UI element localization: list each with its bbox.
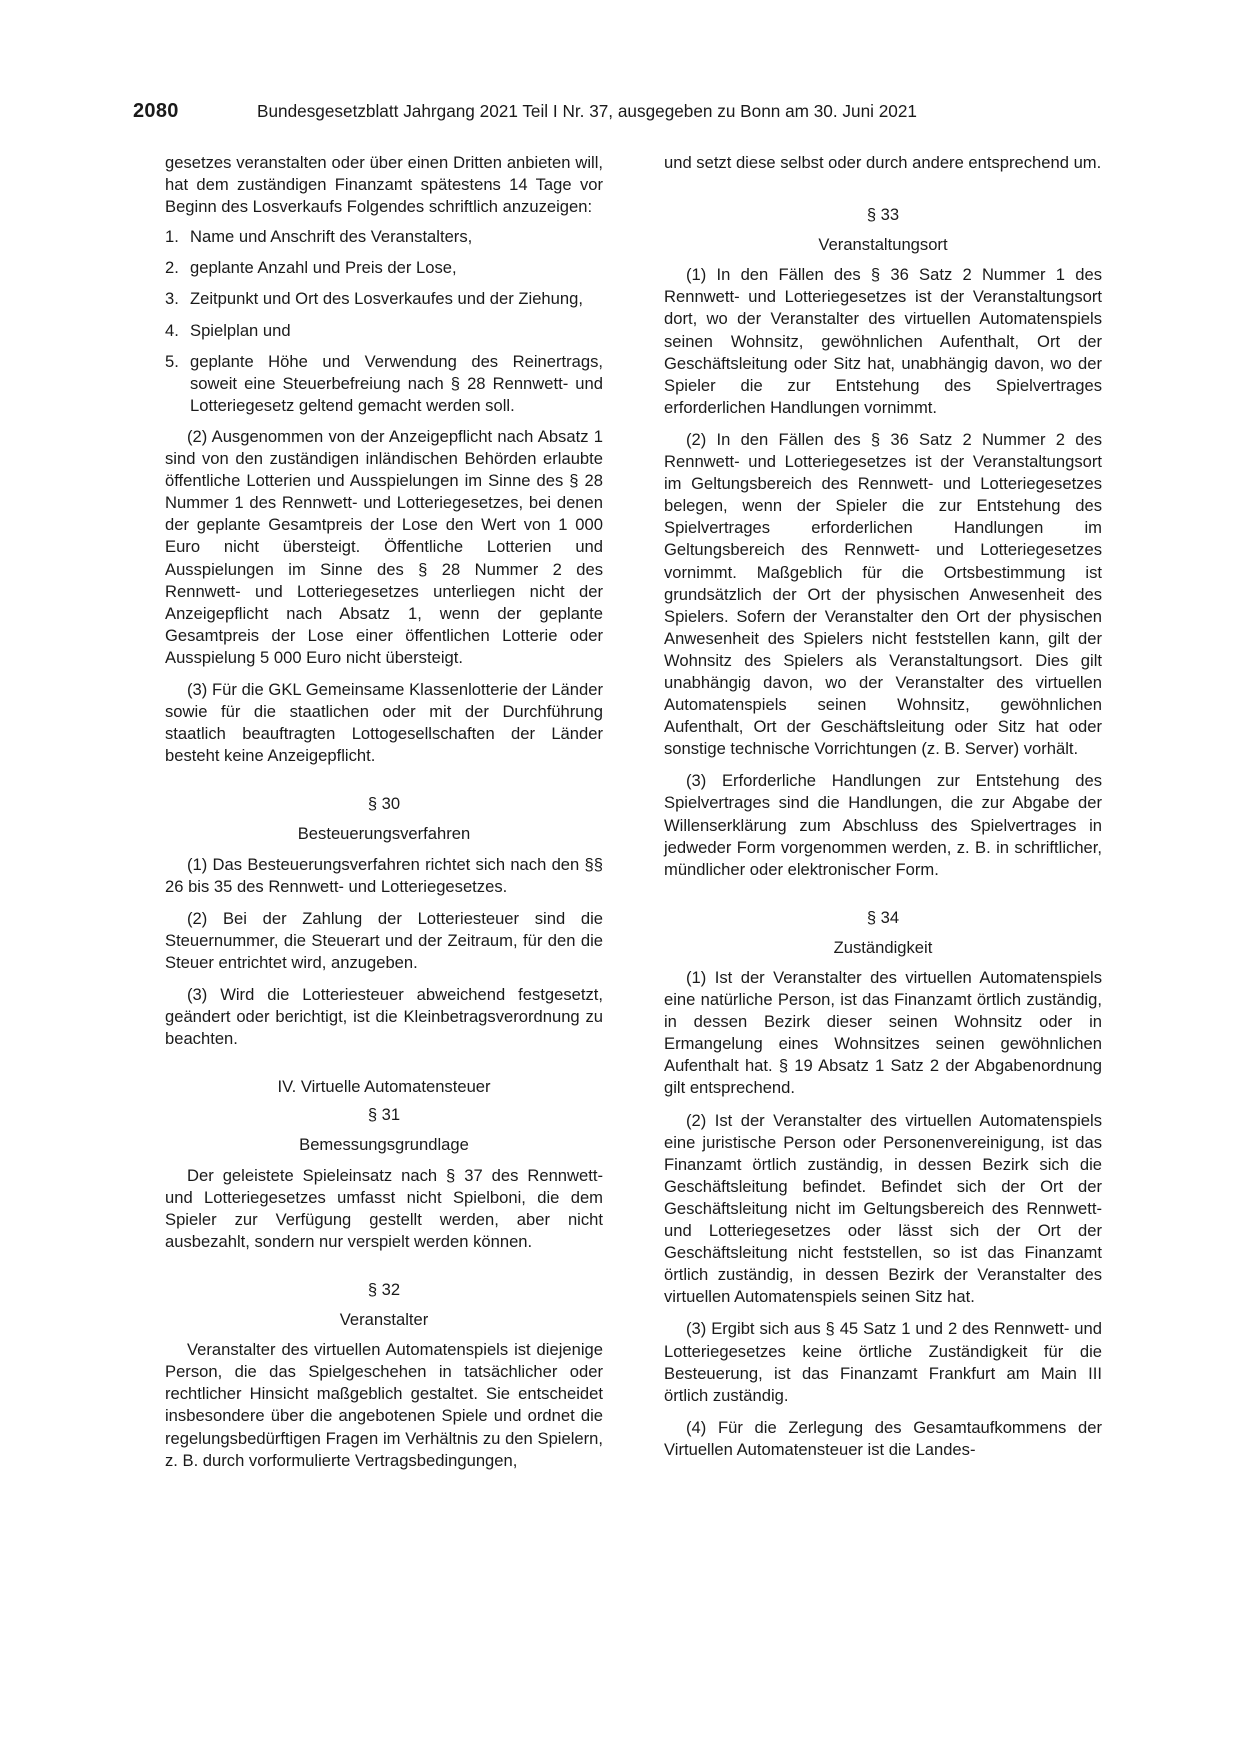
list-item: 5. geplante Höhe und Verwendung des Reinertrags, soweit eine Steuerbefreiung nach § 28 Rennwett- und Lotteriegesetz geltend gemacht werden soll. — [165, 351, 603, 415]
paragraph-29-2: (2) Ausgenommen von der Anzeigepflicht nach Absatz 1 sind von den zuständigen inländischen Behörden erlaubte öffentliche Lotterien und Ausspielungen im Sinne des § 28 Nummer 1 des Rennwett- und Lotteriegesetzes, bei denen der geplante Gesamtpreis der Lose den Wert von 1 000 Euro nicht übersteigt. Öffentliche Lotterien und Ausspielungen im Sinne des § 28 Nummer 2 des Rennwett- und Lotteriegesetzes unterliegen nicht der Anzeigepflicht nach Absatz 1, wenn der geplante Gesamtpreis der Lose einer öffentlichen Lotterie oder Ausspielung 5 000 Euro nicht übersteigt. — [165, 426, 603, 667]
page-number: 2080 — [133, 100, 179, 122]
section-33-number: § 33 — [866, 205, 900, 225]
paragraph-29-1-continuation: gesetzes veranstalten oder über einen Dritten anbieten will, hat dem zuständigen Finanzamt spätestens 14 Tage vor Beginn des Losverkaufs Folgendes schriftlich anzuzeigen: — [165, 153, 603, 217]
list-item: 1. Name und Anschrift des Veranstalters, — [165, 227, 473, 247]
paragraph-30-2: (2) Bei der Zahlung der Lotteriesteuer sind die Steuernummer, die Steuerart und der Zeitraum, für den die Steuer entrichtet wird, anzugeben. — [165, 908, 603, 972]
notification-items-list — [165, 226, 603, 417]
section-31-number: § 31 — [367, 1105, 401, 1125]
section-32-title: Veranstalter — [339, 1310, 429, 1330]
page-header — [133, 100, 1108, 126]
paragraph-30-3: (3) Wird die Lotteriesteuer abweichend festgesetzt, geändert oder berichtigt, ist die Kleinbetragsverordnung zu beachten. — [165, 985, 603, 1049]
paragraph-34-1: (1) Ist der Veranstalter des virtuellen Automatenspiels eine natürliche Person, ist das Finanzamt örtlich zuständig, in dessen Bezirk dieser seinen Wohnsitz oder in Ermangelung eines Wohnsitzes seinen gewöhnlichen Aufenthalt hat. § 19 Absatz 1 Satz 2 der Abgabenordnung gilt entsprechend. — [664, 968, 1102, 1098]
list-item: 2. geplante Anzahl und Preis der Lose, — [165, 258, 457, 278]
list-item: 4. Spielplan und — [165, 320, 291, 340]
paragraph-31: Der geleistete Spieleinsatz nach § 37 des Rennwett- und Lotteriegesetzes umfasst nicht Spielboni, die dem Spieler zur Verfügung gestellt werden, aber nicht ausbezahlt, sondern nur verspielt werden können. — [165, 1165, 603, 1251]
gazette-header-title: Bundesgesetzblatt Jahrgang 2021 Teil I Nr. 37, ausgegeben zu Bonn am 30. Juni 2021 — [257, 101, 917, 121]
paragraph-32-continuation: und setzt diese selbst oder durch andere entsprechend um. — [664, 153, 1102, 172]
section-30-title: Besteuerungsverfahren — [297, 824, 471, 844]
paragraph-33-1: (1) In den Fällen des § 36 Satz 2 Nummer 1 des Rennwett- und Lotteriegesetzes ist der Veranstaltungsort dort, wo der Veranstalter des virtuellen Automatenspiels seinen Wohnsitz, gewöhnlichen Aufenthalt, Ort der Geschäftsleitung oder Sitz hat, unabhängig davon, wo der Spieler die zur Entstehung des Spielvertrages erforderlichen Handlungen vornimmt. — [664, 265, 1102, 417]
paragraph-30-1: (1) Das Besteuerungsverfahren richtet sich nach den §§ 26 bis 35 des Rennwett- und Lotteriegesetzes. — [165, 854, 603, 896]
right-column — [664, 152, 1102, 1461]
paragraph-34-4: (4) Für die Zerlegung des Gesamtaufkommens der Virtuellen Automatensteuer ist die Landes- — [664, 1417, 1102, 1459]
section-30-number: § 30 — [367, 794, 401, 814]
part-iv-title: IV. Virtuelle Automatensteuer — [277, 1077, 491, 1097]
section-34-title: Zuständigkeit — [833, 937, 933, 957]
paragraph-33-2: (2) In den Fällen des § 36 Satz 2 Nummer 2 des Rennwett- und Lotteriegesetzes ist der Veranstaltungsort im Geltungsbereich des Rennwett- und Lotteriegesetzes belegen, wenn der Spieler die zur Entstehung des Spielvertrages erforderlichen Handlungen im Geltungsbereich des Rennwett- und Lotteriegesetzes vornimmt. Maßgeblich für die Ortsbestimmung ist grundsätzlich der Ort der physischen Anwesenheit des Spielers. Sofern der Veranstalter den Ort der physischen Anwesenheit des Spielers nicht feststellen kann, gilt der Wohnsitz des Spielers als Veranstaltungsort. Dies gilt unabhängig davon, wo der Veranstalter des virtuellen Automatenspiels seinen Wohnsitz, gewöhnlichen Aufenthalt, Ort der Geschäftsleitung oder Sitz hat oder sonstige technische Vorrichtungen (z. B. Server) vorhält. — [664, 429, 1102, 759]
section-33-title: Veranstaltungsort — [818, 235, 948, 255]
paragraph-32: Veranstalter des virtuellen Automatenspiels ist diejenige Person, die das Spielgeschehen in tatsächlicher oder rechtlicher Hinsicht maßgeblich gestaltet. Sie entscheidet insbesondere über die angebotenen Spiele und ordnet die regelungsbedürftigen Fragen im Verhältnis zu den Spielern, z. B. durch vorformulierte Vertragsbedingungen, — [165, 1340, 603, 1470]
paragraph-34-2: (2) Ist der Veranstalter des virtuellen Automatenspiels eine juristische Person oder Personenvereinigung, ist das Finanzamt örtlich zuständig, in dessen Bezirk sich die Geschäftsleitung befindet. Befindet sich der Ort der Geschäftsleitung nicht im Geltungsbereich des Rennwett- und Lotteriegesetzes oder lässt sich der Ort der Geschäftsleitung nicht feststellen, so ist das Finanzamt örtlich zuständig, in dessen Bezirk der Veranstalter des virtuellen Automatenspiels seinen Sitz hat. — [664, 1110, 1102, 1307]
section-34-number: § 34 — [866, 907, 900, 927]
left-column — [165, 152, 603, 1472]
list-item: 3. Zeitpunkt und Ort des Losverkaufes und der Ziehung, — [165, 289, 583, 309]
section-32-number: § 32 — [367, 1279, 401, 1299]
paragraph-33-3: (3) Erforderliche Handlungen zur Entstehung des Spielvertrages sind die Handlungen, die zur Abgabe der Willenserklärung zum Abschluss des Spielvertrages in jedweder Form vorgenommen werden, z. B. in schriftlicher, mündlicher oder elektronischer Form. — [664, 771, 1102, 879]
paragraph-29-3: (3) Für die GKL Gemeinsame Klassenlotterie der Länder sowie für die staatlichen oder mit der Durchführung staatlich beauftragten Lottogesellschaften der Länder besteht keine Anzeigepflicht. — [165, 679, 603, 766]
paragraph-34-3: (3) Ergibt sich aus § 45 Satz 1 und 2 des Rennwett- und Lotteriegesetzes keine örtliche Zuständigkeit für die Besteuerung, ist das Finanzamt Frankfurt am Main III örtlich zuständig. — [664, 1319, 1102, 1405]
section-31-title: Bemessungsgrundlage — [299, 1135, 469, 1155]
